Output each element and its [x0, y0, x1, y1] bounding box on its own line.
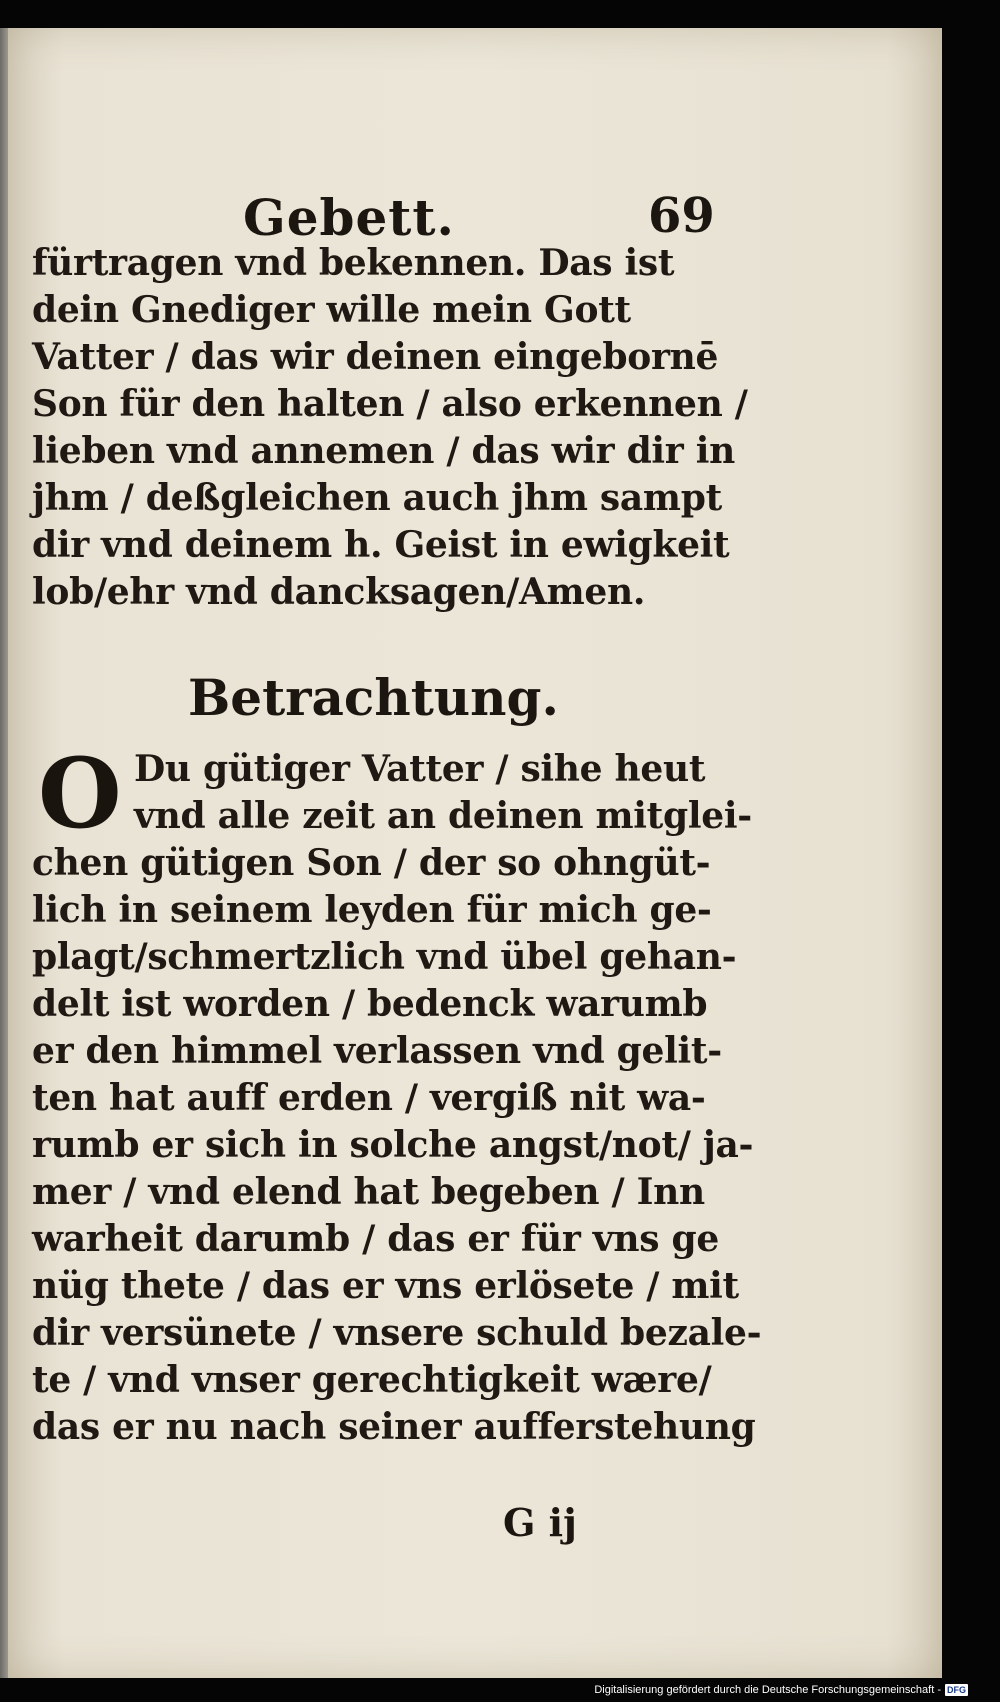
drop-initial: O — [38, 737, 122, 850]
page-number: 69 — [648, 188, 715, 244]
text-line: dein Gnediger wille mein Gott — [32, 289, 631, 331]
text-line: nüg thete / das er vns erlösete / mit — [32, 1265, 739, 1307]
section-heading-text: Betrachtung. — [188, 668, 559, 727]
book-page — [8, 28, 942, 1678]
text-line: chen gütigen Son / der so ohngüt- — [32, 842, 711, 884]
text-line: warheit darumb / das er für vns ge — [32, 1218, 719, 1260]
text-line: er den himmel verlassen vnd gelit- — [32, 1030, 722, 1072]
dfg-logo-icon: DFG — [947, 1685, 966, 1695]
text-line: rumb er sich in solche angst/not/ ja- — [32, 1124, 754, 1166]
text-line: lieben vnd annemen / das wir dir in — [32, 430, 735, 472]
text-line: ten hat auff erden / vergiß nit wa- — [32, 1077, 706, 1119]
text-line: das er nu nach seiner aufferstehung — [32, 1406, 756, 1448]
text-line: dir versünete / vnsere schuld bezale- — [32, 1312, 762, 1354]
text-line: fürtragen vnd bekennen. Das ist — [32, 242, 675, 284]
text-line: te / vnd vnser gerechtigkeit wære/ — [32, 1359, 712, 1401]
text-line: Son für den halten / also erkennen / — [32, 383, 748, 425]
text-line: mer / vnd elend hat begeben / Inn — [32, 1171, 705, 1213]
prayer-continuation-text — [32, 240, 748, 616]
text-line: plagt/schmertzlich vnd übel gehan- — [32, 936, 737, 978]
text-line: vnd alle zeit an deinen mitglei- — [134, 795, 752, 837]
text-line: dir vnd deinem h. Geist in ewigkeit — [32, 524, 730, 566]
text-line: Du gütiger Vatter / sihe heut — [134, 748, 706, 790]
signature-mark: G ij — [503, 1500, 577, 1545]
text-line: delt ist worden / bedenck warumb — [32, 983, 708, 1025]
text-line: lob/ehr vnd dancksagen/Amen. — [32, 571, 646, 613]
text-line: jhm / deßgleichen auch jhm sampt — [32, 477, 722, 519]
credit-text: Digitalisierung gefördert durch die Deutsche Forschungsgemeinschaft - — [594, 1684, 941, 1696]
running-head: Gebett. — [243, 188, 455, 247]
text-line: Vatter / das wir deinen eingebornē — [32, 336, 719, 378]
digitization-credit — [594, 1684, 968, 1696]
meditation-text — [32, 737, 762, 1451]
text-line: lich in seinem leyden für mich ge- — [32, 889, 712, 931]
